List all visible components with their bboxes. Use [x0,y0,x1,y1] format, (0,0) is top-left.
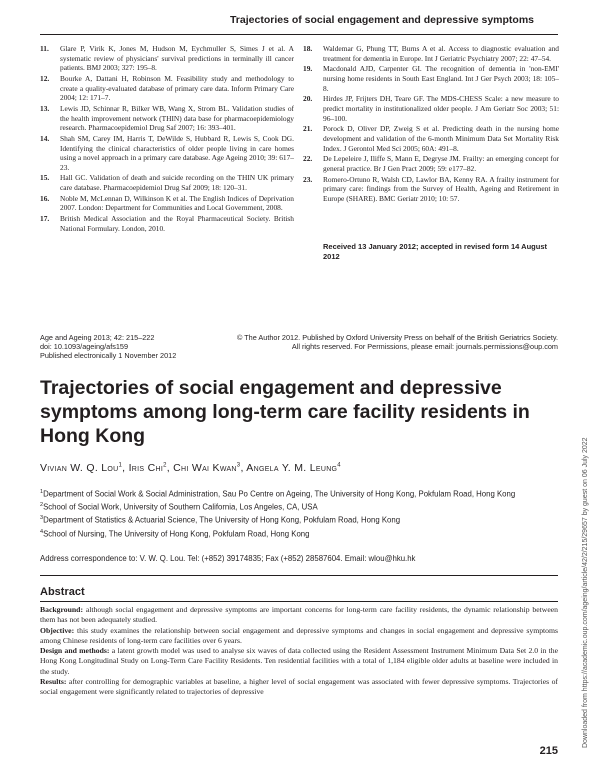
reference-item [303,44,559,63]
reference-text: Waldemar G, Phung TT, Burns A et al. Access to diagnostic evaluation and treatment for dementia in Europe. Int J Geriatric Psychiatry 2007; 22: 47–54. [323,44,559,63]
author-separator: , [166,462,174,474]
reference-item [40,44,294,73]
author-name: Chi Wai Kwan [173,462,237,474]
affiliation-mark: 4 [40,528,44,535]
permissions-notice: All rights reserved. For Permissions, please email: journals.permissions@oup.com [291,342,558,352]
author-name: Angela Y. M. Leung [246,462,338,474]
reference-number: 17. [40,214,50,224]
affiliation-item [40,500,558,513]
abstract-paragraph [40,605,558,626]
reference-item [303,94,559,123]
references-right-column [303,44,559,205]
download-watermark: Downloaded from https://academic.oup.com/ageing/article/42/2/215/29657 by guest on 06 July 2022 [582,437,589,748]
abstract-section-label: Design and methods: [40,646,110,656]
reference-item [303,175,559,204]
abstract-paragraph [40,626,558,647]
affiliation-mark: 3 [40,515,44,522]
reference-text: Macdonald AJD, Carpenter GI. The recognition of dementia in 'non-EMI' nursing home residents in South East England. Int J Ger Psych 2003; 18: 105–8. [323,64,559,93]
reference-text: De Lepeleire J, Iliffe S, Mann E, Degryse JM. Frailty: an emerging concept for general practice. Br J Gen Pract 2009; 59: e177–82. [323,154,559,173]
abstract-section-text: although social engagement and depressive symptoms are important concerns for long-term care facility residents, the dynamic relationship between them has not been adequately studied. [40,605,558,625]
reference-item [303,154,559,173]
reference-number: 14. [40,133,50,143]
reference-item [40,104,294,133]
reference-text: British Medical Association and the Royal Pharmaceutical Society. British National Formulary. London, 2010. [60,214,294,233]
abstract-section-text: a latent growth model was used to analyse six waves of data collected using the Resident Assessment Instrument Minimum Data Set 2.0 in the Hong Kong Longitudinal Study on Long-Term Care Facility Residents. Ten residential facilities with a total of 1,184 eligible older adults at baseline were included in the study. [40,646,558,676]
reference-item [303,124,559,153]
reference-number: 12. [40,73,50,83]
author-affiliation-mark: 2 [163,462,167,469]
affiliation-item [40,527,558,540]
abstract-paragraph [40,646,558,677]
reference-text: Shah SM, Carey IM, Harris T, DeWilde S, Hubbard R, Lewis S, Cook DG. Identifying the clinical characteristics of older people living in care homes using a novel approach in a primary care database. Age Ageing 2010; 39: 617–23. [60,133,294,172]
reference-item [40,194,294,213]
reference-number: 22. [303,154,313,164]
abstract-top-rule [40,575,558,576]
citation-block [40,333,200,361]
author-separator: , [240,462,247,474]
reference-number: 21. [303,124,313,134]
page-number: 215 [539,745,558,757]
reference-text: Glare P, Virik K, Jones M, Hudson M, Eychmuller S, Simes J et al. A systematic review of physicians' survival predictions in terminally ill cancer patients. BMJ 2003; 327: 195–8. [60,44,294,73]
affiliation-text: Department of Social Work & Social Administration, Sau Po Centre on Ageing, The University of Hong Kong, Pokfulam Road, Hong Kong [43,489,516,499]
abstract-paragraph [40,677,558,698]
affiliation-text: School of Nursing, The University of Hong Kong, Pokfulam Road, Hong Kong [43,529,310,539]
references-left-column [40,44,294,235]
affiliation-text: Department of Statistics & Actuarial Science, The University of Hong Kong, Pokfulam Road, Hong Kong [43,515,401,525]
journal-line: Age and Ageing 2013; 42: 215–222 [40,333,155,342]
copyright-notice: © The Author 2012. Published by Oxford University Press on behalf of the British Geriatrics Society. [236,333,558,342]
abstract-bottom-rule [40,601,558,602]
reference-text: Lewis JD, Schinnar R, Bilker WB, Wang X, Strom BL. Validation studies of the health improvement network (THIN) data base for pharmacoepidemiology research. Pharmacoepidemiol Drug Saf 2007; 16: 393–401. [60,103,294,133]
reference-number: 15. [40,173,50,183]
reference-item [40,173,294,192]
doi[interactable]: doi: 10.1093/ageing/afs159 [40,342,129,352]
reference-item [40,74,294,103]
copyright-block [208,333,558,351]
abstract-section-text: after controlling for demographic variables at baseline, a higher level of social engagement was associated with fewer depressive symptoms. Trajectories of social engagement were significantly related to trajectories of depressive [40,677,558,697]
reference-item [303,64,559,93]
reference-text: Bourke A, Dattani H, Robinson M. Feasibility study and methodology to create a quality-evaluated database of primary care data. Inform Primary Care 2004; 12: 171–7. [60,73,294,103]
affiliations [40,487,558,540]
header-rule [40,34,558,35]
reference-number: 11. [40,44,49,53]
author-affiliation-mark: 3 [236,462,241,469]
affiliation-mark: 2 [40,502,44,509]
received-dates: Received 13 January 2012; accepted in revised form 14 August 2012 [323,242,547,261]
reference-text: Hirdes JP, Frijters DH, Teare GF. The MDS-CHESS Scale: a new measure to predict mortality in institutionalized older people. J Am Geriatr Soc 2003; 51: 96–100. [323,94,559,123]
abstract-section-text: this study examines the relationship between social engagement and depressive symptoms and changes in social engagement and depressive symptoms among Chinese residents of long-term care facilities over 6 years. [40,625,558,645]
abstract-section-label: Objective: [40,625,75,635]
reference-text: Hall GC. Validation of death and suicide recording on the THIN UK primary care database. Pharmacoepidemiol Drug Saf 2009; 18: 120–31. [60,173,294,193]
author-list [40,462,341,474]
reference-text: Porock D, Oliver DP, Zweig S et al. Predicting death in the nursing home development and validation of the 6-month Minimum Data Set Mortality Risk Index. J Gerontol Med Sci 2005; 60A: 491–8. [323,124,559,153]
reference-number: 19. [303,64,313,74]
reference-number: 16. [40,193,50,203]
affiliation-item [40,513,558,526]
publication-date: Published electronically 1 November 2012 [40,351,177,361]
article-title: Trajectories of social engagement and depressive symptoms among long-term care facility residents in Hong Kong [40,377,530,447]
reference-text: Romero-Ortuno R, Walsh CD, Lawlor BA, Kenny RA. A frailty instrument for primary care: findings from the Survey of Health, Ageing and Retirement in Europe (SHARE). BMC Geriatr 2010; 10: 57. [323,174,559,203]
reference-number: 20. [303,94,313,104]
reference-number: 18. [303,44,313,53]
author-name: Iris Chi [128,462,164,474]
abstract-body [40,605,558,698]
author-separator: , [122,462,129,474]
reference-number: 13. [40,103,50,113]
author-affiliation-mark: 4 [337,462,341,469]
reference-item [40,214,294,233]
reference-text: Noble M, McLennan D, Wilkinson K et al. The English Indices of Deprivation 2007. London: Department for Communities and Local Government, 2008. [60,193,294,213]
author-name: Vivian W. Q. Lou [40,462,119,474]
author-affiliation-mark: 1 [118,462,123,469]
abstract-section-label: Background: [40,605,84,614]
abstract-heading: Abstract [40,586,85,598]
running-head: Trajectories of social engagement and depressive symptoms [229,14,534,26]
reference-item [40,134,294,172]
reference-number: 23. [303,174,313,184]
affiliation-item [40,487,558,500]
abstract-section-label: Results: [40,677,67,687]
affiliation-mark: 1 [40,489,44,495]
affiliation-text: School of Social Work, University of Southern California, Los Angeles, CA, USA [43,502,318,512]
correspondence-address: Address correspondence to: V. W. Q. Lou. Tel: (+852) 39174835; Fax (+852) 28587604. Email: wlou@hku.hk [40,554,416,563]
